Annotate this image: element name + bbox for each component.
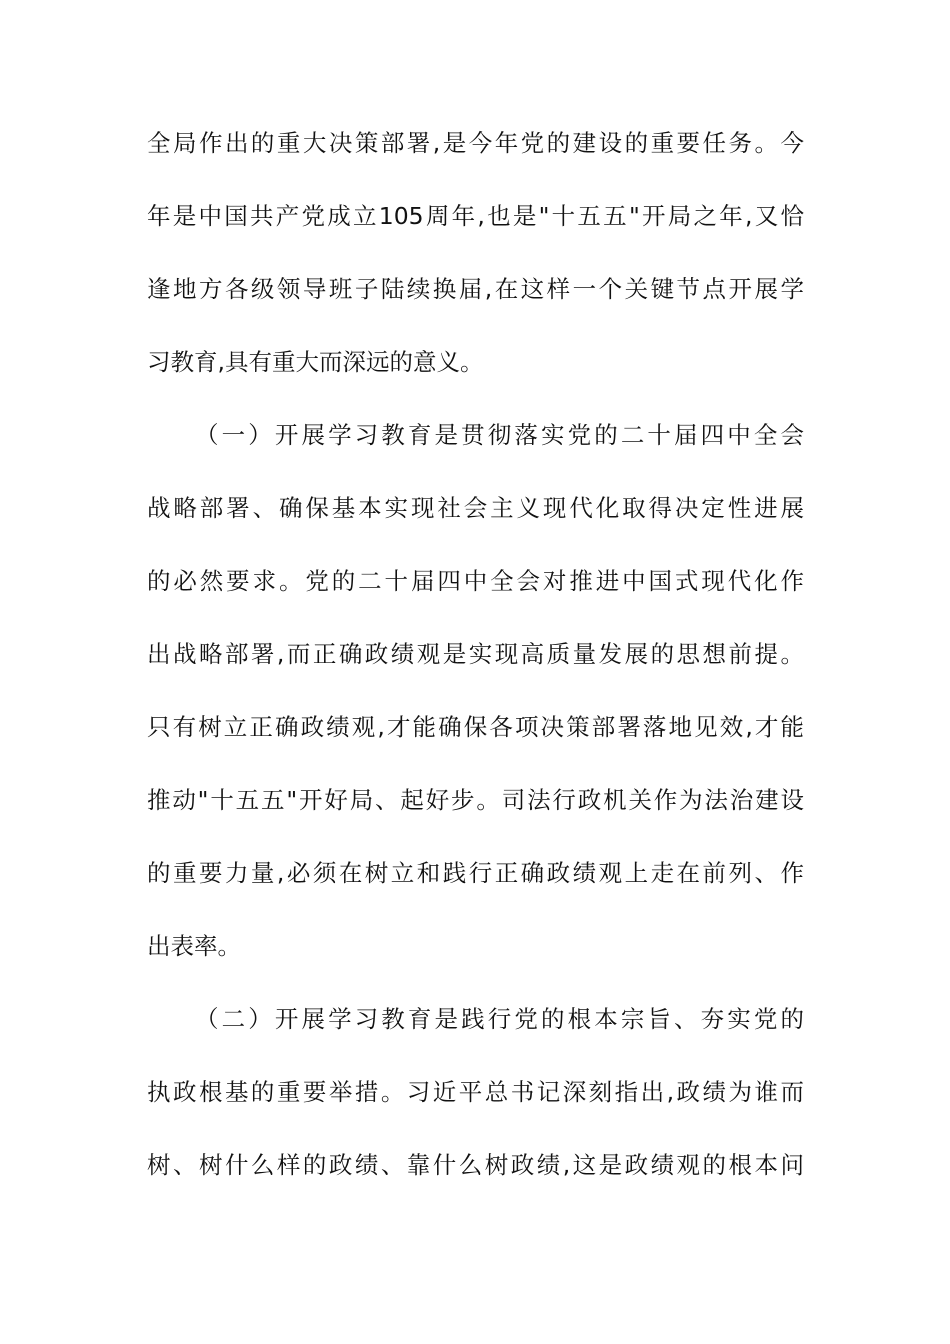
paragraph bbox=[147, 125, 804, 417]
text-line: 习教育,具有重大而深远的意义。 bbox=[147, 348, 484, 376]
paragraph bbox=[147, 417, 804, 1001]
text-line: 的重要力量,必须在树立和践行正确政绩观上走在前列、作 bbox=[147, 859, 804, 887]
text-line: 只有树立正确政绩观,才能确保各项决策部署落地见效,才能 bbox=[147, 713, 804, 741]
text-line: （一）开展学习教育是贯彻落实党的二十届四中全会 bbox=[195, 421, 804, 449]
text-line: 战略部署、确保基本实现社会主义现代化取得决定性进展 bbox=[147, 494, 804, 522]
text-line: 逢地方各级领导班子陆续换届,在这样一个关键节点开展学 bbox=[147, 275, 804, 303]
paragraph bbox=[147, 1001, 804, 1220]
text-line: 全局作出的重大决策部署,是今年党的建设的重要任务。今 bbox=[147, 129, 804, 157]
text-line: 树、树什么样的政绩、靠什么树政绩,这是政绩观的根本问 bbox=[147, 1151, 804, 1179]
document-page bbox=[147, 125, 804, 1220]
text-line: 的必然要求。党的二十届四中全会对推进中国式现代化作 bbox=[147, 567, 804, 595]
text-line: 年是中国共产党成立105周年,也是"十五五"开局之年,又恰 bbox=[147, 202, 804, 230]
text-line: 出表率。 bbox=[147, 932, 241, 960]
text-line: 推动"十五五"开好局、起好步。司法行政机关作为法治建设 bbox=[147, 786, 804, 814]
text-line: 执政根基的重要举措。习近平总书记深刻指出,政绩为谁而 bbox=[147, 1078, 804, 1106]
text-line: （二）开展学习教育是践行党的根本宗旨、夯实党的 bbox=[195, 1005, 804, 1033]
text-line: 出战略部署,而正确政绩观是实现高质量发展的思想前提。 bbox=[147, 640, 804, 668]
